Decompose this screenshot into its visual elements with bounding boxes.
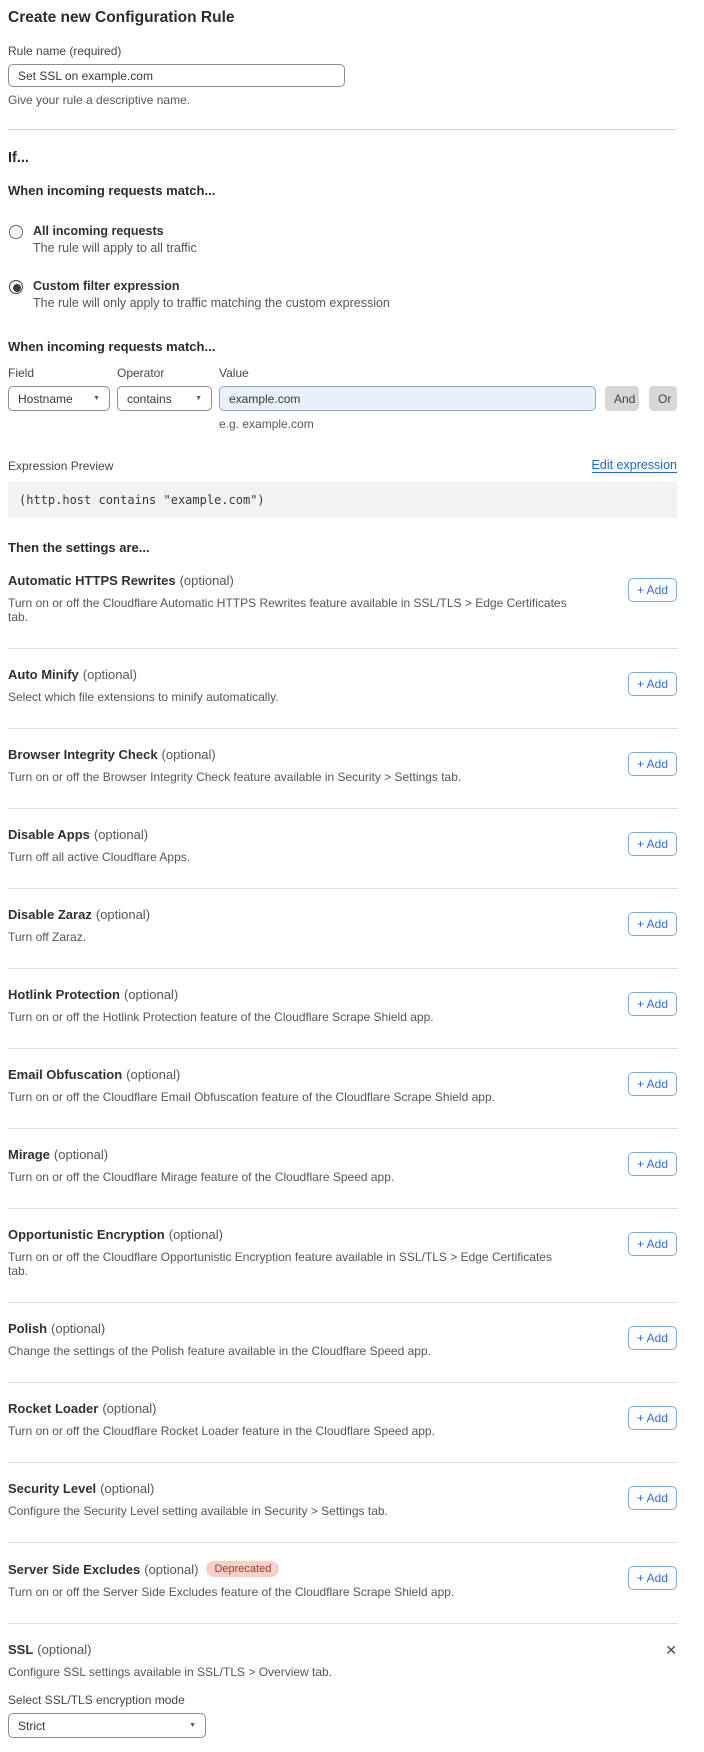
operator-select[interactable]: [117, 386, 212, 411]
chevron-down-icon: ▼: [93, 395, 100, 402]
setting-description: Turn on or off the Cloudflare Mirage feature of the Cloudflare Speed app.: [8, 1170, 395, 1184]
setting-description: Turn off Zaraz.: [8, 930, 87, 944]
setting-description: Turn on or off the Cloudflare Automatic HTTPS Rewrites feature available in SSL/TLS > Edge Certificates tab.: [8, 596, 567, 624]
ssl-mode-select-value: Strict: [18, 1718, 46, 1733]
setting-title: Browser Integrity Check: [8, 747, 158, 762]
radio-unselected-icon[interactable]: [9, 225, 23, 239]
rule-name-help: Give your rule a descriptive name.: [8, 93, 191, 107]
if-heading: If...: [8, 150, 29, 166]
radio-label: All incoming requests: [33, 224, 164, 238]
field-label: Field: [8, 366, 35, 380]
setting-description: Configure the Security Level setting available in Security > Settings tab.: [8, 1504, 388, 1518]
setting-browser-integrity-check: [8, 729, 677, 809]
setting-description: Turn off all active Cloudflare Apps.: [8, 850, 191, 864]
setting-automatic-https-rewrites: [8, 555, 677, 649]
setting-title: Disable Zaraz: [8, 907, 92, 922]
setting-title: Polish: [8, 1321, 48, 1336]
setting-title: Auto Minify: [8, 667, 79, 682]
setting-description: Turn on or off the Server Side Excludes feature of the Cloudflare Scrape Shield app.: [8, 1585, 455, 1599]
setting-title: Email Obfuscation: [8, 1067, 123, 1082]
add-button[interactable]: + Add: [628, 992, 677, 1016]
add-button[interactable]: + Add: [628, 1232, 677, 1256]
setting-rocket-loader: [8, 1383, 677, 1463]
setting-title: Rocket Loader: [8, 1401, 99, 1416]
add-button[interactable]: + Add: [628, 672, 677, 696]
add-button[interactable]: + Add: [628, 1326, 677, 1350]
setting-title: Mirage: [8, 1147, 50, 1162]
setting-description: Turn on or off the Cloudflare Rocket Loader feature in the Cloudflare Speed app.: [8, 1424, 435, 1438]
radio-description: The rule will only apply to traffic matching the custom expression: [33, 296, 390, 310]
setting-title: SSL: [8, 1642, 34, 1657]
expression-preview-label: Expression Preview: [8, 459, 114, 473]
setting-description: Turn on or off the Cloudflare Email Obfuscation feature of the Cloudflare Scrape Shield app.: [8, 1090, 495, 1104]
deprecated-badge: Deprecated: [206, 1561, 279, 1577]
field-select-value: Hostname: [18, 391, 73, 406]
setting-optional-label: (optional): [168, 1227, 223, 1242]
setting-optional-label: (optional): [37, 1642, 92, 1657]
setting-optional-label: (optional): [53, 1147, 109, 1162]
setting-description: Turn on or off the Browser Integrity Check feature available in Security > Settings tab.: [8, 770, 462, 784]
expression-preview-code: (http.host contains "example.com"): [8, 481, 677, 518]
setting-hotlink-protection: [8, 969, 677, 1049]
and-button[interactable]: And: [605, 386, 639, 411]
setting-description: Turn on or off the Hotlink Protection feature of the Cloudflare Scrape Shield app.: [8, 1010, 434, 1024]
radio-description: The rule will apply to all traffic: [33, 241, 197, 255]
chevron-down-icon: ▼: [195, 395, 202, 402]
setting-optional-label: (optional): [102, 1401, 157, 1416]
match-heading: When incoming requests match...: [8, 183, 216, 198]
field-select[interactable]: [8, 386, 110, 411]
add-button[interactable]: + Add: [628, 1152, 677, 1176]
page-title: Create new Configuration Rule: [8, 9, 235, 26]
setting-title: Disable Apps: [8, 827, 90, 842]
setting-optional-label: (optional): [144, 1561, 199, 1577]
setting-optional-label: (optional): [126, 1067, 181, 1082]
ssl-mode-label: Select SSL/TLS encryption mode: [8, 1693, 185, 1707]
section-divider: [8, 129, 677, 130]
setting-description: Configure SSL settings available in SSL/TLS > Overview tab.: [8, 1665, 333, 1679]
setting-title: Opportunistic Encryption: [8, 1227, 165, 1242]
add-button[interactable]: + Add: [628, 1406, 677, 1430]
close-icon[interactable]: ✕: [665, 1642, 677, 1658]
or-button[interactable]: Or: [649, 386, 677, 411]
setting-optional-label: (optional): [161, 747, 216, 762]
setting-opportunistic-encryption: [8, 1209, 677, 1303]
then-settings-heading: Then the settings are...: [8, 540, 150, 555]
setting-optional-label: (optional): [93, 827, 149, 842]
setting-polish: [8, 1303, 677, 1383]
radio-all-incoming-requests[interactable]: [8, 224, 677, 255]
setting-title: Automatic HTTPS Rewrites: [8, 573, 176, 588]
setting-security-level: [8, 1463, 677, 1543]
setting-auto-minify: [8, 649, 677, 729]
setting-description: Turn on or off the Cloudflare Opportunistic Encryption feature available in SSL/TLS > Edge Certificates tab.: [8, 1250, 552, 1278]
setting-optional-label: (optional): [179, 573, 234, 588]
setting-title: Security Level: [8, 1481, 97, 1496]
rule-name-label: Rule name (required): [8, 44, 122, 58]
edit-expression-link[interactable]: Edit expression: [591, 458, 677, 472]
setting-optional-label: (optional): [95, 907, 151, 922]
setting-title: Server Side Excludes: [8, 1561, 141, 1577]
setting-ssl-expanded: [8, 1624, 677, 1752]
setting-mirage: [8, 1129, 677, 1209]
radio-label: Custom filter expression: [33, 279, 180, 293]
setting-disable-zaraz: [8, 889, 677, 969]
rule-name-input[interactable]: [8, 64, 345, 87]
setting-optional-label: (optional): [82, 667, 137, 682]
add-button[interactable]: + Add: [628, 1072, 677, 1096]
setting-description: Select which file extensions to minify automatically.: [8, 690, 279, 704]
expression-builder-heading: When incoming requests match...: [8, 339, 216, 354]
value-hint: e.g. example.com: [219, 417, 314, 431]
chevron-down-icon: ▼: [189, 1722, 196, 1729]
setting-disable-apps: [8, 809, 677, 889]
ssl-mode-select[interactable]: [8, 1713, 206, 1738]
setting-description: Change the settings of the Polish feature available in the Cloudflare Speed app.: [8, 1344, 431, 1358]
add-button[interactable]: + Add: [628, 578, 677, 602]
operator-label: Operator: [117, 366, 165, 380]
value-input[interactable]: [219, 386, 596, 411]
setting-title: Hotlink Protection: [8, 987, 120, 1002]
expression-builder-row: [8, 366, 677, 411]
setting-optional-label: (optional): [123, 987, 179, 1002]
add-button[interactable]: + Add: [628, 752, 677, 776]
operator-select-value: contains: [127, 391, 172, 406]
setting-email-obfuscation: [8, 1049, 677, 1129]
setting-optional-label: (optional): [51, 1321, 106, 1336]
setting-optional-label: (optional): [100, 1481, 155, 1496]
setting-server-side-excludes: [8, 1543, 677, 1624]
radio-custom-filter-expression[interactable]: [8, 279, 677, 310]
add-button[interactable]: + Add: [628, 832, 677, 856]
add-button[interactable]: + Add: [628, 1566, 677, 1590]
add-button[interactable]: + Add: [628, 912, 677, 936]
add-button[interactable]: + Add: [628, 1486, 677, 1510]
radio-selected-icon[interactable]: [9, 280, 23, 294]
value-label: Value: [219, 366, 249, 380]
